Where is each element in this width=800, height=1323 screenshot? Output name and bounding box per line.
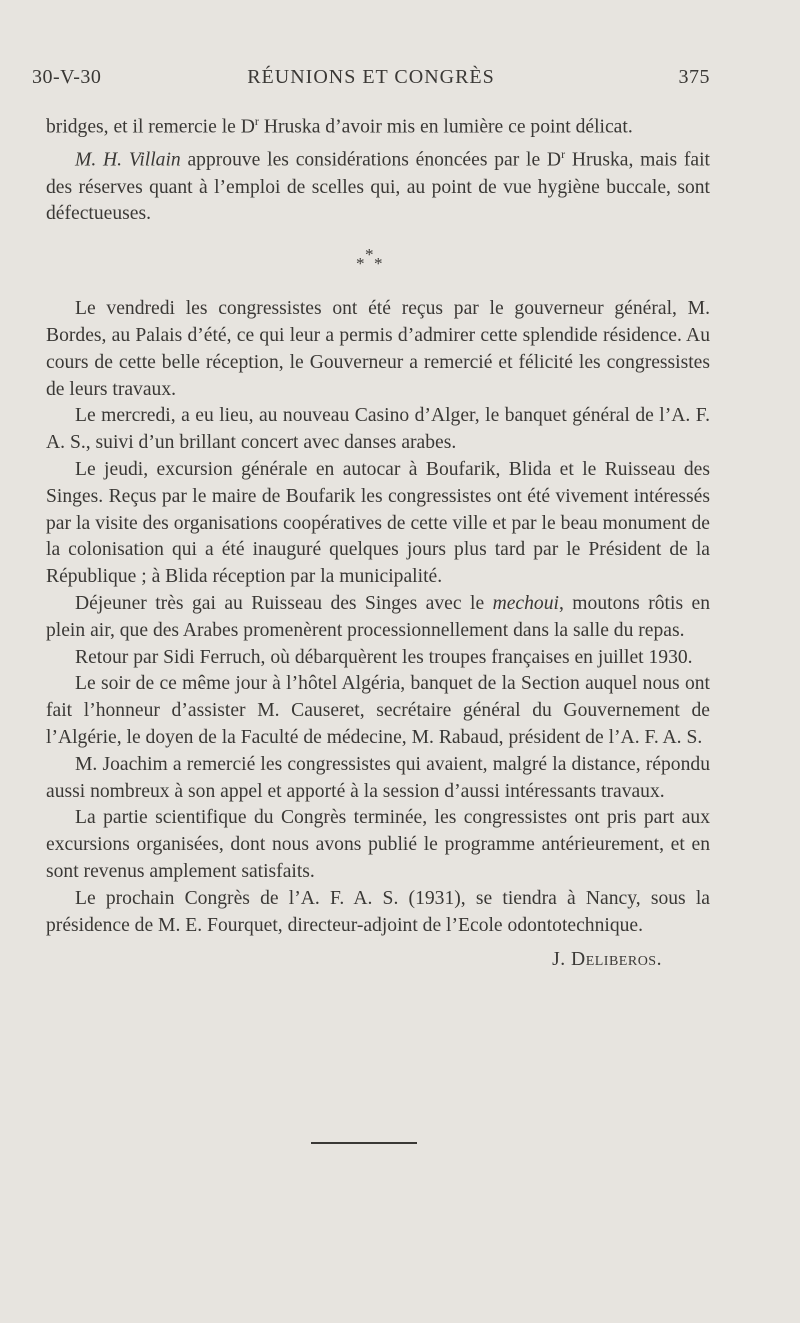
- running-header: [32, 66, 710, 96]
- header-date: 30-V-30: [32, 66, 102, 88]
- separator-star-left: *: [356, 254, 365, 274]
- paragraph-9: M. Joachim a remercié les congressistes qui avaient, malgré la distance, répondu aussi nombreux à son appel et apporté à la session d’aussi intéressants travaux.: [46, 753, 710, 802]
- paragraph-10: La partie scientifique du Congrès terminée, les congressistes ont pris part aux excursions organisées, dont nous avons publié le programme antérieurement, et en sont revenus amplement satisfaits.: [46, 807, 710, 882]
- paragraph-2-superscript: r: [561, 147, 566, 162]
- closing-rule: [311, 1142, 417, 1144]
- paragraph-2-name: M. H. Villain: [75, 149, 181, 171]
- page-number: 375: [678, 66, 710, 88]
- paragraph-1: [46, 108, 710, 141]
- separator-star-top: *: [365, 245, 374, 265]
- separator-star-right: *: [374, 254, 383, 274]
- paragraph-6-text-b: , moutons rôtis en plein air, que des Arabes promenèrent processionnellement dans la salle du repas.: [46, 593, 710, 641]
- author-signature: J. Deliberos.: [552, 949, 662, 971]
- paragraph-1-superscript: r: [254, 114, 259, 128]
- paragraph-5: Le jeudi, excursion générale en autocar à Boufarik, Blida et le Ruisseau des Singes. Reçus par le maire de Boufarik les congressistes ont été vivement intéressés par la visite des organisations coopératives de cette ville et par le beau monument de la colonisation qui a été inauguré quelques jours plus tard par le Président de la République ; à Blida réception par la municipalité.: [46, 459, 710, 588]
- paragraph-3: Le vendredi les congressistes ont été reçus par le gouverneur général, M. Bordes, au Palais d’été, ce qui leur a permis d’admirer cette splendide résidence. Au cours de cette belle réception, le Gouverneur a remercié et félicité les congressistes de leurs travaux.: [46, 298, 710, 400]
- paragraph-6-text-a: Déjeuner très gai au Ruisseau des Singes avec le: [75, 593, 493, 615]
- paragraph-2: [46, 141, 710, 228]
- paragraph-7: Retour par Sidi Ferruch, où débarquèrent les troupes françaises en juillet 1930.: [75, 646, 693, 668]
- paragraph-2-text-b: Hruska, mais fait des réserves quant à l’emploi de scelles qui, au point de vue hygiène buccale, sont défectueuses.: [46, 149, 710, 225]
- section-separator: [46, 230, 710, 284]
- paragraph-1-text-b: Hruska d’avoir mis en lumière ce point délicat.: [258, 116, 633, 138]
- paragraph-4: Le mercredi, a eu lieu, au nouveau Casino d’Alger, le banquet général de l’A. F. A. S., suivi d’un brillant concert avec danses arabes.: [46, 405, 710, 454]
- header-title: RÉUNIONS ET CONGRÈS: [247, 66, 495, 88]
- paragraph-8: Le soir de ce même jour à l’hôtel Algéria, banquet de la Section auquel nous ont fait l’honneur d’assister M. Causeret, secrétaire général du Gouvernement de l’Algérie, le doyen de la Faculté de médecine, M. Rabaud, président de l’A. F. A. S.: [46, 673, 710, 748]
- article-body: [46, 108, 710, 974]
- paragraph-2-text-a: approuve les considérations énoncées par le D: [180, 149, 562, 171]
- paragraph-1-text-a: bridges, et il remercie le D: [46, 116, 255, 138]
- paragraph-6: [46, 591, 710, 645]
- paragraph-11: Le prochain Congrès de l’A. F. A. S. (1931), se tiendra à Nancy, sous la présidence de M. E. Fourquet, directeur-adjoint de l’Ecole odontotechnique.: [46, 887, 710, 936]
- paragraph-6-emphasis: mechoui: [492, 593, 559, 615]
